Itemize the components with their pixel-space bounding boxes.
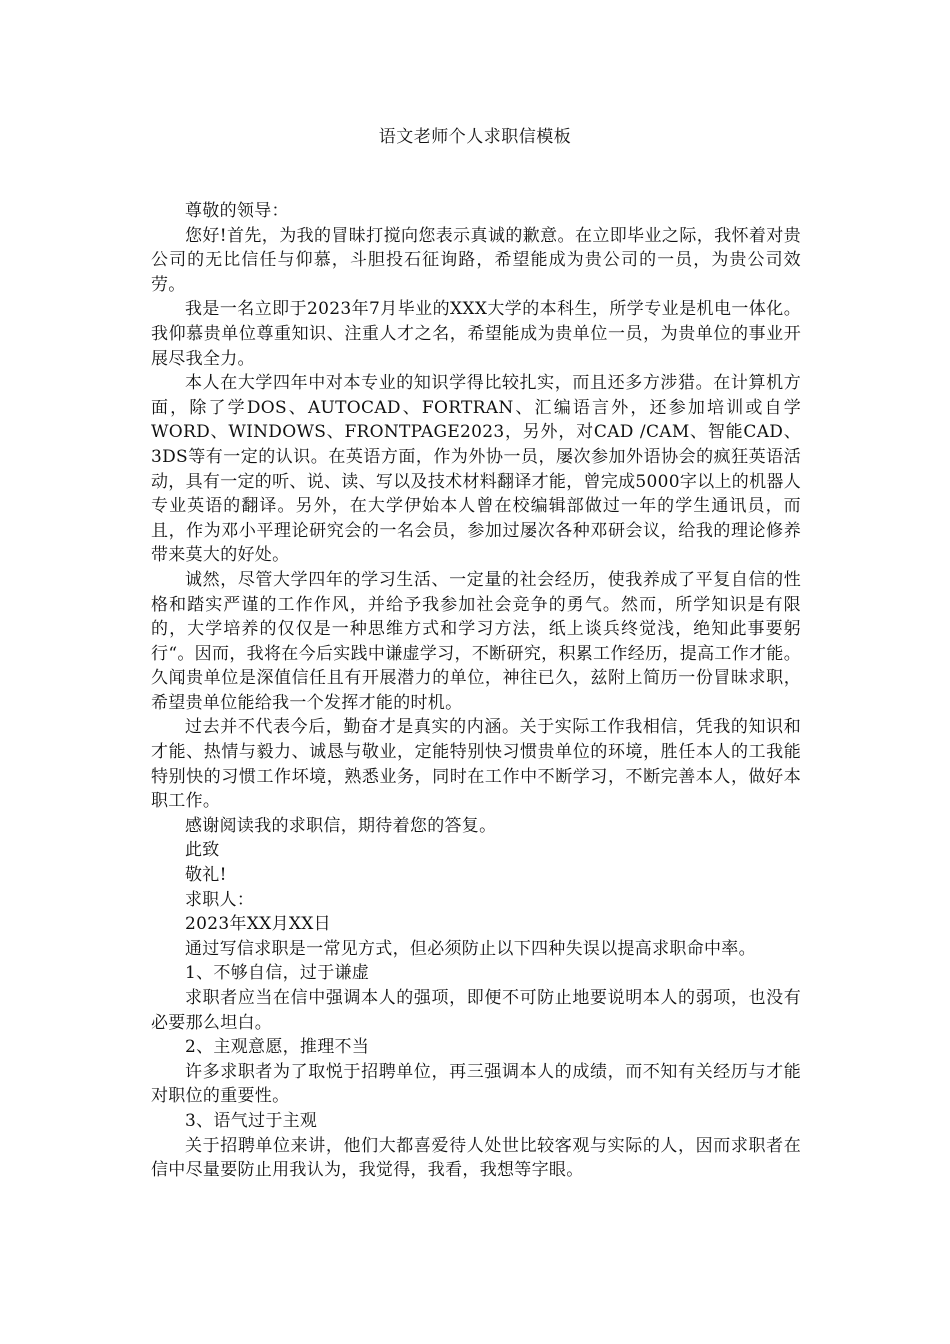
tip-heading-3: 3、语气过于主观 <box>185 1110 318 1131</box>
paragraph-intro: 我是一名立即于2023年7月毕业的XXX大学的本科生，所学专业是机电一体化。我仰慕贵单位尊重知识、注重人才之名，希望能成为贵单位一员，为贵单位的事业开展尽我全力。 <box>151 299 801 369</box>
paragraph-greeting: 您好!首先，为我的冒昧打搅向您表示真诚的歉意。在立即毕业之际，我怀着对贵公司的无比信任与仰慕，斗胆投石征询路，希望能成为贵公司的一员，为贵公司效劳。 <box>151 225 801 295</box>
tip-heading-1: 1、不够自信，过于谦虚 <box>185 963 370 984</box>
paragraph-commitment: 过去并不代表今后，勤奋才是真实的内涵。关于实际工作我相信，凭我的知识和才能、热情与毅力、诚恳与敬业，定能特别快习惯贵单位的环境，胜任本人的工我能特别快的习惯工作坏境，熟悉业务，同时在工作中不断学习，不断完善本人，做好本职工作。 <box>151 717 801 812</box>
tip-text-2: 许多求职者为了取悦于招聘单位，再三强调本人的成绩，而不知有关经历与才能对职位的重要性。 <box>151 1061 801 1107</box>
paragraph-skills: 本人在大学四年中对本专业的知识学得比较扎实，而且还多方涉猎。在计算机方面，除了学DOS、AUTOCAD、FORTRAN、汇编语言外，还参加培训或自学WORD、WINDOWS、FRONTPAGE2023，另外，对CAD /CAM、智能CAD、3DS等有一定的认识。在英语方面，作为外协一员，屡次参加外语协会的疯狂英语活动，具有一定的听、说、读、写以及技术材料翻译才能，曾完成5000字以上的机器人专业英语的翻译。另外，在大学伊始本人曾在校编辑部做过一年的学生通讯员，而且，作为邓小平理论研究会的一名会员，参加过屡次各种邓研会议，给我的理论修养带来莫大的好处。 <box>151 373 801 566</box>
letter-body <box>151 199 801 1183</box>
paragraph-character: 诚然，尽管大学四年的学习生活、一定量的社会经历，使我养成了平复自信的性格和踏实严谨的工作作风，并给予我参加社会竞争的勇气。然而，所学知识是有限的，大学培养的仅仅是一种思维方式和学习方法，纸上谈兵终觉浅，绝知此事要躬行“。因而，我将在今后实践中谦虚学习，不断研究，积累工作经历，提高工作才能。久闻贵单位是深值信任且有开展潜力的单位，神往已久，兹附上简历一份冒昧求职，希望贵单位能给我一个发挥才能的时机。 <box>151 569 801 713</box>
paragraph-tips-intro: 通过写信求职是一常见方式，但必须防止以下四种失误以提高求职命中率。 <box>185 938 756 959</box>
paragraph-thanks: 感谢阅读我的求职信，期待着您的答复。 <box>185 815 497 836</box>
closing-cizhi: 此致 <box>185 840 220 861</box>
tip-heading-2: 2、主观意愿，推理不当 <box>185 1037 370 1058</box>
closing-jingli: 敬礼! <box>185 865 227 886</box>
date-line: 2023年XX月XX日 <box>185 914 331 935</box>
signature-label: 求职人： <box>185 889 255 910</box>
tip-text-3: 关于招聘单位来讲，他们大都喜爱待人处世比较客观与实际的人，因而求职者在信中尽量要防止用我认为，我觉得，我看，我想等字眼。 <box>151 1135 801 1181</box>
salutation: 尊敬的领导： <box>185 201 289 221</box>
document-title: 语文老师个人求职信模板 <box>378 127 572 147</box>
tip-text-1: 求职者应当在信中强调本人的强项，即便不可防止地要说明本人的弱项，也没有必要那么坦白。 <box>151 988 801 1033</box>
